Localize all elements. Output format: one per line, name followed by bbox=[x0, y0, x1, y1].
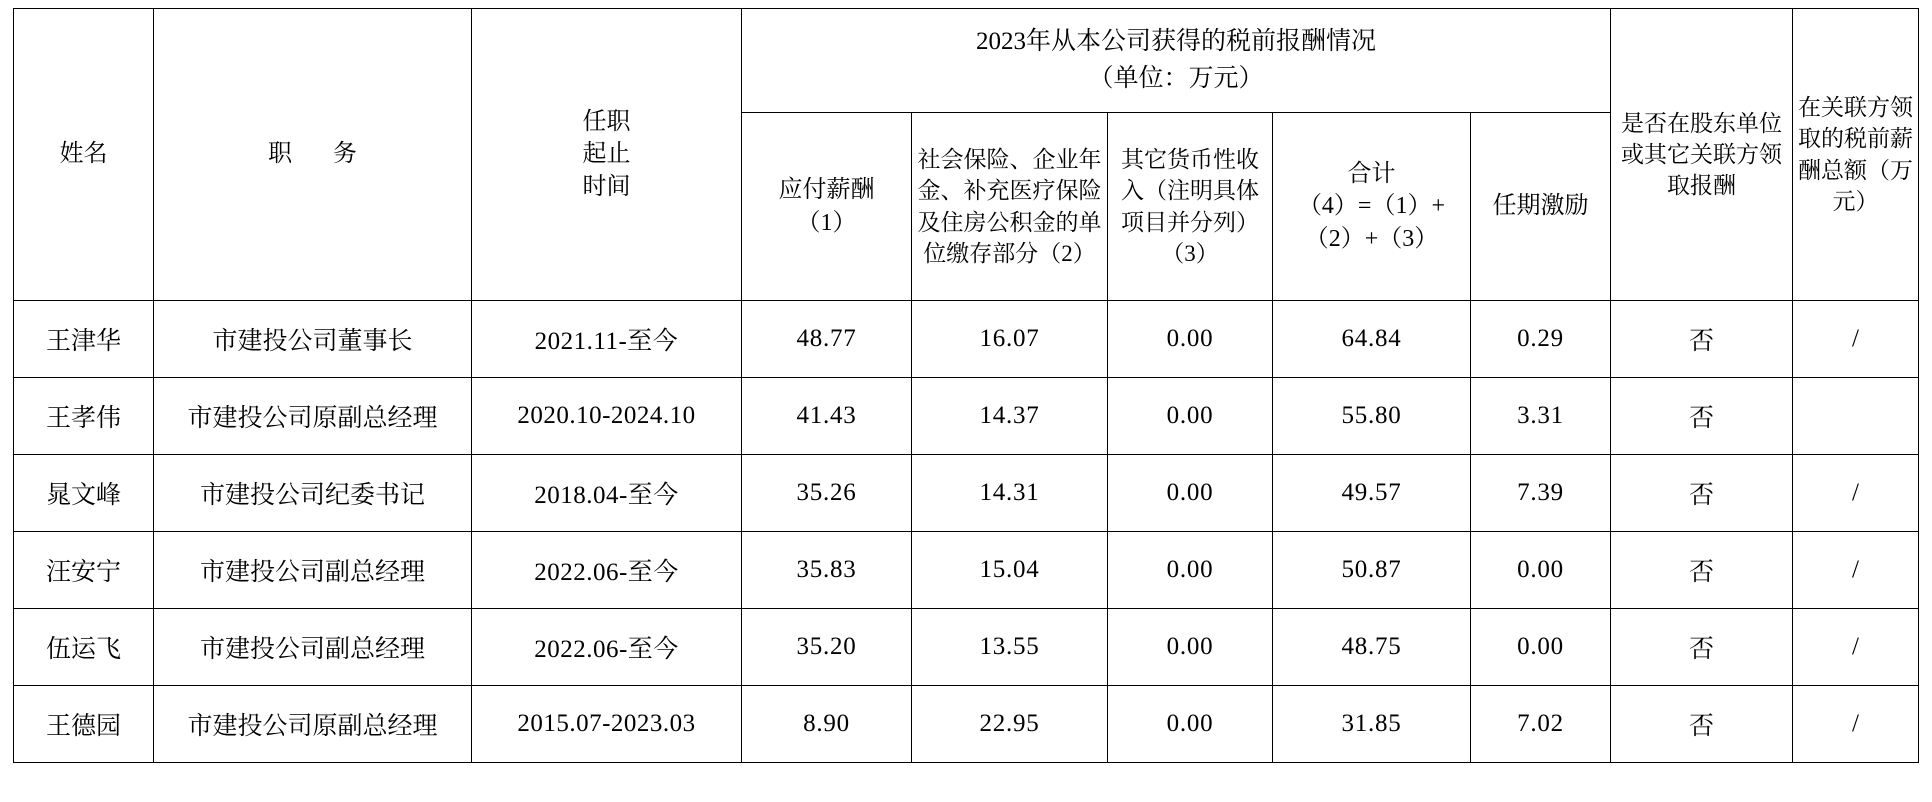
cell-name: 伍运飞 bbox=[13, 609, 153, 686]
header-pay-line2: （1） bbox=[796, 209, 857, 236]
cell-name: 汪安宁 bbox=[13, 532, 153, 609]
cell-related-party: 否 bbox=[1611, 378, 1793, 455]
cell-pay: 41.43 bbox=[741, 378, 911, 455]
header-term-line1: 任职 bbox=[582, 108, 631, 135]
table-row bbox=[13, 455, 1918, 532]
cell-total: 50.87 bbox=[1272, 532, 1470, 609]
cell-term: 2020.10-2024.10 bbox=[471, 378, 741, 455]
header-post-label: 职 务 bbox=[268, 141, 366, 168]
cell-total: 64.84 bbox=[1272, 301, 1470, 378]
header-related-party-label: 是否在股东单位或其它关联方领取报酬 bbox=[1621, 110, 1783, 199]
header-other-income-label: 其它货币性收入（注明具体项目并分列）（3） bbox=[1120, 147, 1259, 266]
header-related-party bbox=[1611, 9, 1793, 301]
cell-term: 2018.04-至今 bbox=[471, 455, 741, 532]
cell-pay: 35.83 bbox=[741, 532, 911, 609]
table-row bbox=[13, 378, 1918, 455]
cell-related-party: 否 bbox=[1611, 532, 1793, 609]
cell-pay: 35.26 bbox=[741, 455, 911, 532]
cell-pay: 35.20 bbox=[741, 609, 911, 686]
cell-related-party: 否 bbox=[1611, 609, 1793, 686]
cell-insurance: 13.55 bbox=[911, 609, 1107, 686]
cell-related-party: 否 bbox=[1611, 455, 1793, 532]
header-group-title-line2: （单位：万元） bbox=[1088, 64, 1264, 92]
header-pay-line1: 应付薪酬 bbox=[778, 177, 875, 204]
cell-other-income: 0.00 bbox=[1107, 301, 1272, 378]
cell-insurance: 14.37 bbox=[911, 378, 1107, 455]
cell-name: 晁文峰 bbox=[13, 455, 153, 532]
table-header bbox=[13, 9, 1918, 301]
cell-total: 31.85 bbox=[1272, 686, 1470, 763]
cell-post: 市建投公司副总经理 bbox=[153, 609, 471, 686]
cell-other-income: 0.00 bbox=[1107, 686, 1272, 763]
cell-related-amount: / bbox=[1793, 301, 1919, 378]
cell-insurance: 22.95 bbox=[911, 686, 1107, 763]
cell-other-income: 0.00 bbox=[1107, 378, 1272, 455]
header-related-amount bbox=[1793, 9, 1919, 301]
cell-incentive: 7.39 bbox=[1470, 455, 1610, 532]
header-total-line3: （2）+（3） bbox=[1304, 225, 1439, 252]
header-group-title bbox=[741, 9, 1610, 113]
header-insurance-label: 社会保险、企业年金、补充医疗保险及住房公积金的单位缴存部分（2） bbox=[917, 147, 1102, 266]
cell-insurance: 15.04 bbox=[911, 532, 1107, 609]
header-insurance bbox=[911, 113, 1107, 301]
cell-related-party: 否 bbox=[1611, 686, 1793, 763]
header-incentive-label: 任期激励 bbox=[1492, 193, 1589, 220]
header-name bbox=[13, 9, 153, 301]
header-total bbox=[1272, 113, 1470, 301]
cell-related-amount bbox=[1793, 378, 1919, 455]
cell-related-amount: / bbox=[1793, 455, 1919, 532]
cell-related-amount: / bbox=[1793, 532, 1919, 609]
table-row bbox=[13, 609, 1918, 686]
cell-term: 2015.07-2023.03 bbox=[471, 686, 741, 763]
header-post bbox=[153, 9, 471, 301]
cell-total: 55.80 bbox=[1272, 378, 1470, 455]
cell-term: 2022.06-至今 bbox=[471, 532, 741, 609]
table-row bbox=[13, 301, 1918, 378]
header-total-line2: （4）=（1）+ bbox=[1297, 193, 1446, 220]
cell-term: 2021.11-至今 bbox=[471, 301, 741, 378]
cell-other-income: 0.00 bbox=[1107, 532, 1272, 609]
cell-pay: 8.90 bbox=[741, 686, 911, 763]
header-group-title-line1: 2023年从本公司获得的税前报酬情况 bbox=[975, 28, 1376, 56]
cell-incentive: 0.00 bbox=[1470, 609, 1610, 686]
table-body bbox=[13, 301, 1918, 763]
table-row bbox=[13, 686, 1918, 763]
cell-insurance: 16.07 bbox=[911, 301, 1107, 378]
header-other-income bbox=[1107, 113, 1272, 301]
cell-name: 王孝伟 bbox=[13, 378, 153, 455]
header-incentive bbox=[1470, 113, 1610, 301]
header-pay bbox=[741, 113, 911, 301]
executive-compensation-table bbox=[13, 8, 1919, 763]
cell-related-party: 否 bbox=[1611, 301, 1793, 378]
cell-insurance: 14.31 bbox=[911, 455, 1107, 532]
table-row bbox=[13, 532, 1918, 609]
cell-incentive: 7.02 bbox=[1470, 686, 1610, 763]
cell-other-income: 0.00 bbox=[1107, 609, 1272, 686]
header-total-line1: 合计 bbox=[1347, 160, 1396, 187]
cell-other-income: 0.00 bbox=[1107, 455, 1272, 532]
cell-name: 王津华 bbox=[13, 301, 153, 378]
header-term bbox=[471, 9, 741, 301]
cell-post: 市建投公司纪委书记 bbox=[153, 455, 471, 532]
cell-total: 48.75 bbox=[1272, 609, 1470, 686]
cell-term: 2022.06-至今 bbox=[471, 609, 741, 686]
cell-post: 市建投公司董事长 bbox=[153, 301, 471, 378]
header-term-line3: 时间 bbox=[582, 173, 631, 200]
cell-pay: 48.77 bbox=[741, 301, 911, 378]
header-row-top bbox=[13, 9, 1918, 113]
cell-related-amount: / bbox=[1793, 686, 1919, 763]
cell-related-amount: / bbox=[1793, 609, 1919, 686]
header-name-label: 姓名 bbox=[59, 141, 108, 168]
cell-total: 49.57 bbox=[1272, 455, 1470, 532]
cell-incentive: 0.00 bbox=[1470, 532, 1610, 609]
cell-post: 市建投公司原副总经理 bbox=[153, 378, 471, 455]
cell-incentive: 3.31 bbox=[1470, 378, 1610, 455]
cell-post: 市建投公司原副总经理 bbox=[153, 686, 471, 763]
header-related-amount-label: 在关联方领取的税前薪酬总额（万元） bbox=[1798, 95, 1914, 214]
header-term-line2: 起止 bbox=[582, 141, 631, 168]
cell-incentive: 0.29 bbox=[1470, 301, 1610, 378]
cell-post: 市建投公司副总经理 bbox=[153, 532, 471, 609]
cell-name: 王德园 bbox=[13, 686, 153, 763]
